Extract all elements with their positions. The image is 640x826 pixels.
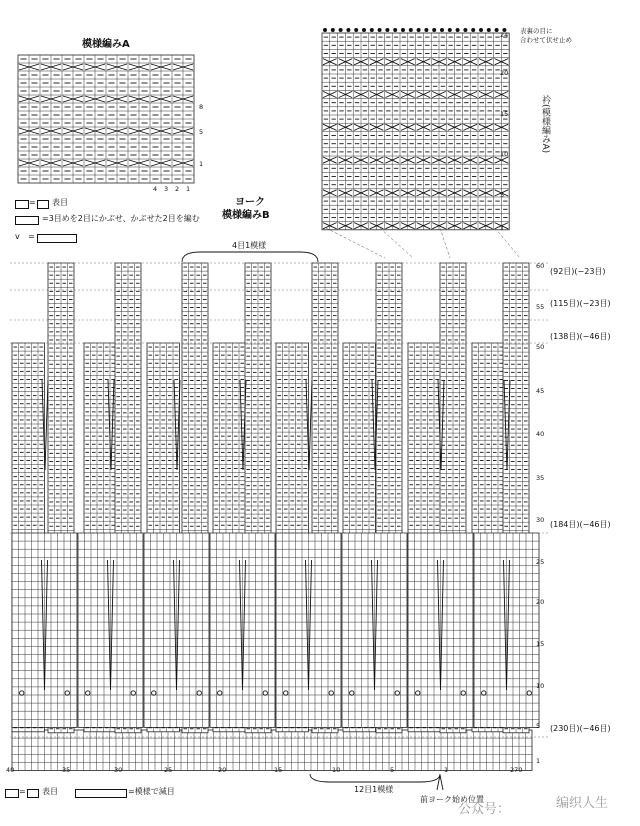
bind-off-dot [331, 28, 335, 32]
bind-off-dot [393, 28, 397, 32]
pattern-a-title: 模様編みA [82, 39, 130, 50]
bind-off-dot [370, 28, 374, 32]
bind-off-dot [346, 28, 350, 32]
yoke-chart [12, 263, 539, 771]
bind-off-dot [424, 28, 428, 32]
bind-off-dot [378, 28, 382, 32]
bind-off-dot [385, 28, 389, 32]
bind-off-dot [463, 28, 467, 32]
bind-off-dot [440, 28, 444, 32]
bind-off-dot [471, 28, 475, 32]
bind-off-dot [479, 28, 483, 32]
body-pattern-grid [322, 28, 509, 230]
bind-off-dot [456, 28, 460, 32]
bind-off-dot [354, 28, 358, 32]
bind-off-dot [417, 28, 421, 32]
bind-off-dot [409, 28, 413, 32]
bind-off-dot [323, 28, 327, 32]
bind-off-dot [339, 28, 343, 32]
bind-off-dot [495, 28, 499, 32]
bind-off-dot [432, 28, 436, 32]
bind-off-dot [448, 28, 452, 32]
bind-off-dot [362, 28, 366, 32]
pattern-a-grid [18, 55, 194, 183]
bind-off-dot [487, 28, 491, 32]
bind-off-dot [401, 28, 405, 32]
